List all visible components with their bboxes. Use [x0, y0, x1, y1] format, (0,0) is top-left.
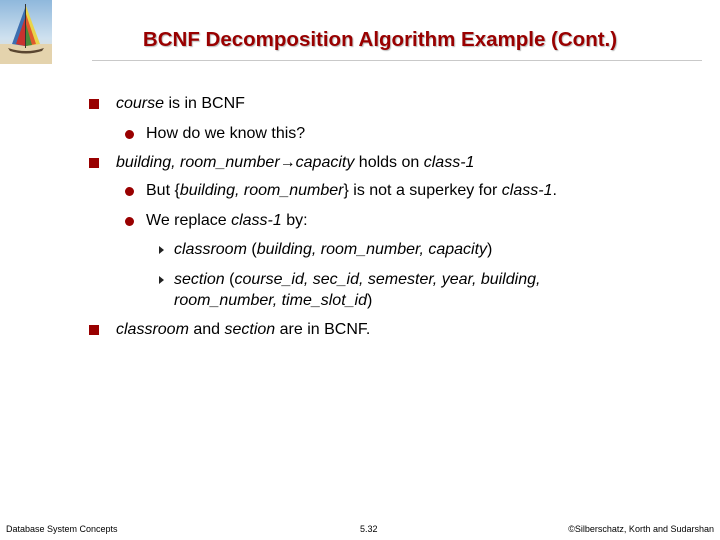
bullet-text-run: (: [246, 241, 257, 258]
footer-copyright: ©Silberschatz, Korth and Sudarshan: [568, 524, 714, 534]
bullet-text-run: is in BCNF: [164, 95, 245, 112]
round-bullet-icon: [125, 130, 134, 139]
bullet-continuation: [174, 291, 372, 311]
bullet-text-run: building, room_number→capacity: [116, 154, 355, 171]
bullet-level-2: [146, 211, 308, 231]
bullet-text-run: ): [487, 241, 493, 258]
bullet-text-run: How do we know this?: [146, 125, 306, 142]
bullet-text-run: building, room_number: [179, 182, 344, 199]
bullet-level-2: [146, 181, 557, 201]
bullet-text-run: course_id, sec_id, semester, year, building,: [234, 271, 541, 288]
bullet-text-run: section: [174, 271, 225, 288]
bullet-text-run: holds on: [354, 154, 424, 171]
bullet-level-1: [116, 94, 245, 114]
round-bullet-icon: [125, 217, 134, 226]
bullet-text-run: .: [552, 182, 557, 199]
bullet-text-run: But {: [146, 182, 180, 199]
bullet-text-run: classroom: [174, 241, 247, 258]
square-bullet-icon: [89, 99, 99, 109]
triangle-bullet-icon: [159, 276, 164, 284]
bullet-text-run: course: [116, 95, 165, 112]
bullet-level-3: [174, 240, 492, 260]
title-divider: [92, 60, 702, 61]
bullet-text-run: (: [224, 271, 235, 288]
bullet-text-run: and: [188, 321, 225, 338]
bullet-text-run: section: [224, 321, 276, 338]
bullet-text-run: classroom: [116, 321, 189, 338]
footer-page-number: 5.32: [360, 524, 378, 534]
bullet-level-1: [116, 320, 370, 340]
bullet-text-run: We replace: [146, 212, 232, 229]
triangle-bullet-icon: [159, 246, 164, 254]
bullet-text-run: by:: [281, 212, 308, 229]
bullet-level-1: [116, 153, 474, 173]
bullet-text-run: class-1: [423, 154, 475, 171]
bullet-text-run: ): [366, 292, 373, 309]
bullet-level-3: [174, 270, 540, 290]
square-bullet-icon: [89, 325, 99, 335]
bullet-text-run: building, room_number, capacity: [256, 241, 488, 258]
bullet-text-run: class-1: [501, 182, 553, 199]
bullet-level-2: [146, 124, 305, 144]
square-bullet-icon: [89, 158, 99, 168]
slide-title: BCNF Decomposition Algorithm Example (Cont.): [142, 28, 618, 51]
bullet-text-run: class-1: [231, 212, 282, 229]
footer-course: Database System Concepts: [6, 524, 118, 534]
bullet-text-run: } is not a superkey for: [343, 182, 502, 199]
sailboat-beach-logo: [0, 0, 52, 64]
bullet-text-run: room_number, time_slot_id: [174, 292, 367, 309]
round-bullet-icon: [125, 187, 134, 196]
bullet-text-run: are in BCNF.: [275, 321, 371, 338]
